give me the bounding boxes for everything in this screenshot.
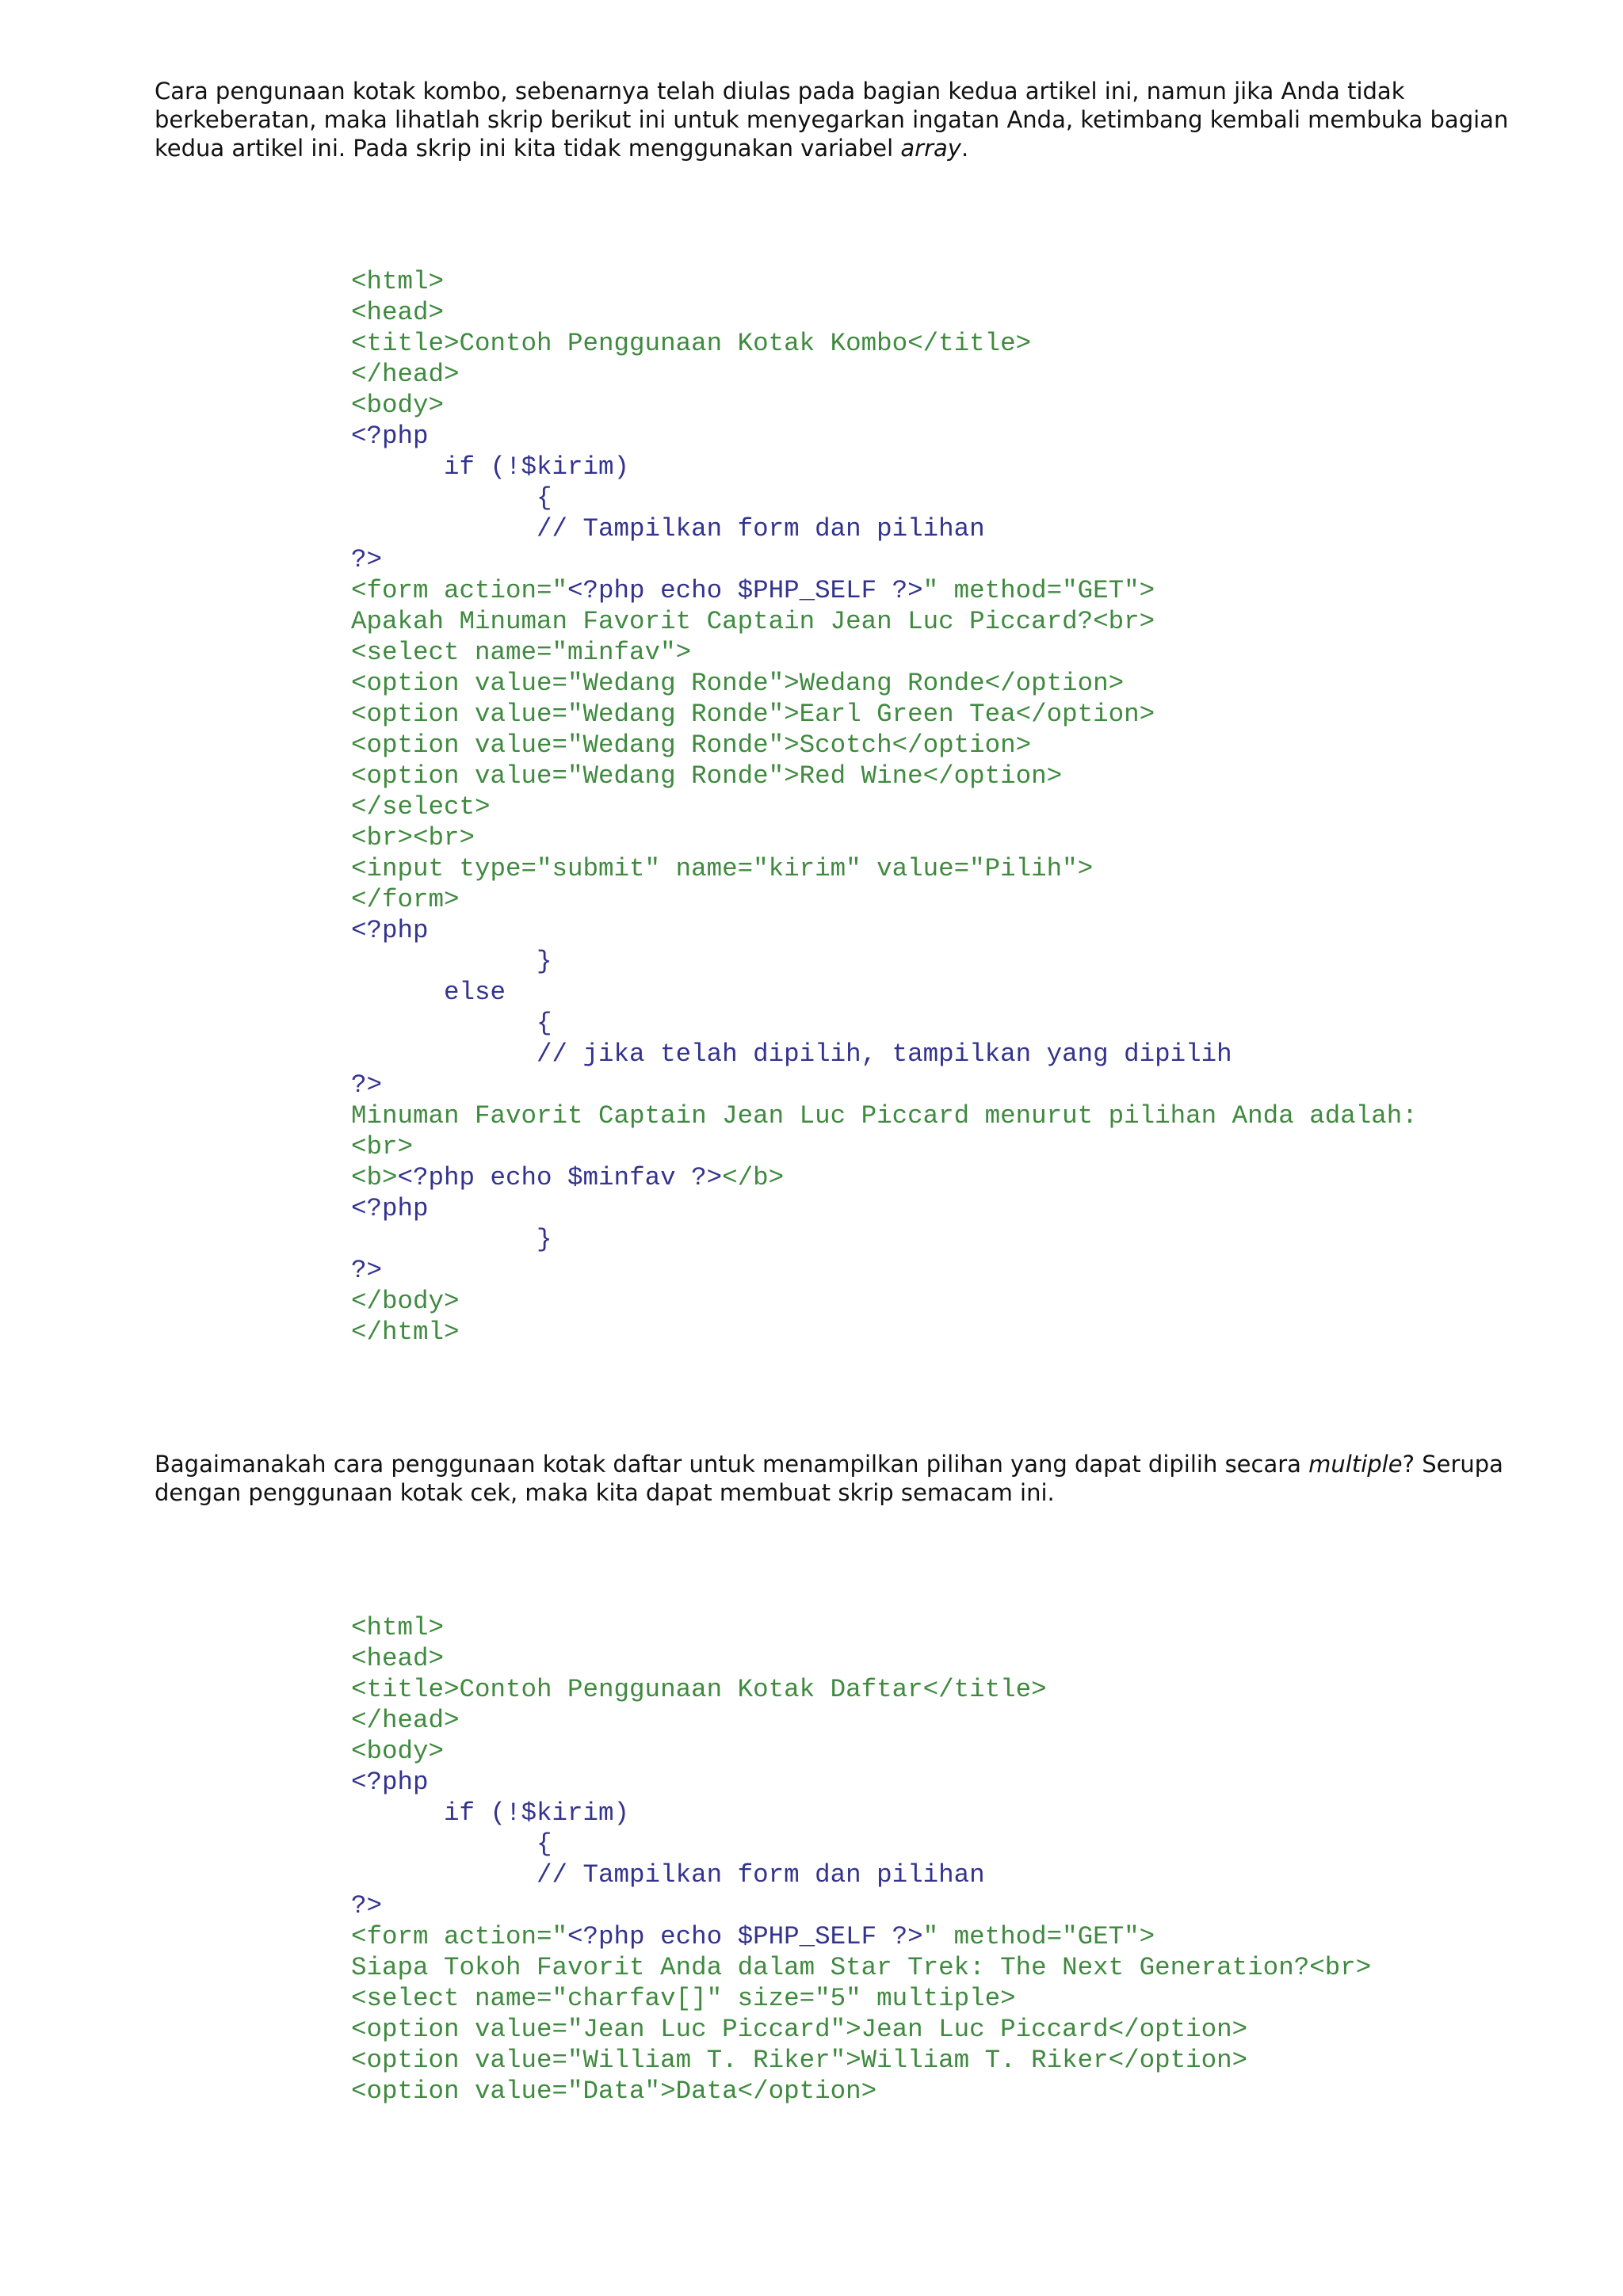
html-code-text: <br><br> [351, 823, 475, 852]
intro-text: Cara pengunaan kotak kombo, sebenarnya telah diulas pada bagian kedua artikel ini, namun jika Anda tidak berkeberatan, maka lihatlah skrip berikut ini untuk menyegarkan ingatan Anda, ketimbang kembali membuka bagian kedua artikel ini. Pada skrip ini kita tidak menggunakan variabel [155, 78, 1509, 162]
code-line [351, 390, 1540, 421]
code-line [351, 359, 1540, 390]
html-code-text: <option value="Wedang Ronde">Earl Green Tea</option> [351, 700, 1155, 729]
html-code-text: Siapa Tokoh Favorit Anda dalam Star Trek: The Next Generation?<br> [351, 1953, 1372, 1982]
code-line [351, 606, 1540, 637]
php-code-text: ?> [351, 1070, 383, 1100]
php-code-text: // Tampilkan form dan pilihan [351, 1860, 985, 1890]
html-code-text: </form> [351, 885, 460, 914]
html-code-text: </b> [722, 1163, 785, 1192]
php-code-text: ?> [351, 1891, 383, 1920]
html-code-text: <option value="Wedang Ronde">Scotch</option> [351, 730, 1032, 760]
code-line [351, 761, 1540, 791]
html-code-text: <input type="submit" name="kirim" value="Pilih"> [351, 854, 1094, 883]
code-line [351, 1070, 1540, 1100]
code-line [351, 1674, 1540, 1705]
code-line [351, 328, 1540, 359]
code-line [351, 1890, 1540, 1921]
php-code-text: if (!$kirim) [351, 452, 630, 482]
code-line [351, 946, 1540, 977]
php-code-text: else [351, 978, 506, 1007]
php-code-text: <?php echo $PHP_SELF ?> [567, 576, 923, 605]
html-code-text: </head> [351, 1706, 460, 1735]
html-code-text: <head> [351, 298, 445, 327]
code-line [351, 1612, 1540, 1643]
php-code-text: ?> [351, 545, 383, 574]
second-paragraph [155, 1450, 1549, 1507]
html-code-text: </select> [351, 792, 491, 822]
intro-emphasis: array [900, 135, 961, 162]
html-code-text: Apakah Minuman Favorit Captain Jean Luc Piccard?<br> [351, 607, 1155, 636]
php-code-text: <?php [351, 421, 429, 451]
html-code-text: <html> [351, 267, 445, 296]
html-code-text: <b> [351, 1163, 398, 1192]
code-line [351, 452, 1540, 482]
code-line [351, 297, 1540, 328]
code-line [351, 1224, 1540, 1255]
php-code-text: if (!$kirim) [351, 1798, 630, 1828]
html-code-text: <title>Contoh Penggunaan Kotak Daftar</title> [351, 1675, 1047, 1704]
intro-text-end: . [960, 135, 969, 162]
php-code-text: { [351, 1009, 552, 1038]
code-line [351, 1767, 1540, 1798]
code-line [351, 1952, 1540, 1983]
html-code-text: Minuman Favorit Captain Jean Luc Piccard menurut pilihan Anda adalah: [351, 1101, 1418, 1131]
code-line [351, 1008, 1540, 1039]
php-code-text: } [351, 947, 552, 976]
code-line [351, 544, 1540, 575]
html-code-text: <head> [351, 1644, 445, 1673]
code-line [351, 1193, 1540, 1224]
php-code-text: // Tampilkan form dan pilihan [351, 514, 985, 543]
html-code-text: <option value="William T. Riker">William T. Riker</option> [351, 2046, 1248, 2075]
code-line [351, 668, 1540, 699]
php-code-text: <?php [351, 1768, 429, 1797]
php-code-text: <?php echo $minfav ?> [397, 1163, 723, 1192]
html-code-text: </body> [351, 1287, 460, 1316]
php-code-text: ?> [351, 1256, 383, 1285]
html-code-text: <br> [351, 1132, 414, 1161]
code-line [351, 853, 1540, 884]
code-line [351, 699, 1540, 730]
code-line [351, 637, 1540, 668]
code-line [351, 1983, 1540, 2014]
code-line [351, 1736, 1540, 1767]
code-line [351, 1100, 1540, 1131]
php-code-text: } [351, 1225, 552, 1254]
code-line [351, 1039, 1540, 1070]
intro-paragraph [155, 77, 1549, 162]
code-line [351, 1286, 1540, 1317]
html-code-text: <option value="Jean Luc Piccard">Jean Luc Piccard</option> [351, 2015, 1248, 2044]
html-code-text: " method="GET"> [922, 576, 1155, 605]
second-text-end: ? Serupa dengan penggunaan kotak cek, maka kita dapat membuat skrip semacam ini. [155, 1451, 1503, 1506]
second-emphasis: multiple [1308, 1451, 1403, 1478]
html-code-text: <option value="Wedang Ronde">Red Wine</option> [351, 761, 1063, 791]
code-line [351, 730, 1540, 761]
code-line [351, 1859, 1540, 1890]
html-code-text: " method="GET"> [922, 1922, 1155, 1951]
code-line [351, 1921, 1540, 1952]
html-code-text: </html> [351, 1318, 460, 1347]
code-line [351, 1798, 1540, 1829]
code-line [351, 482, 1540, 513]
code-line [351, 266, 1540, 297]
code-line [351, 1705, 1540, 1736]
code-listing-combo [351, 266, 1540, 1348]
code-line [351, 884, 1540, 915]
code-line [351, 1643, 1540, 1674]
code-line [351, 977, 1540, 1008]
php-code-text: <?php echo $PHP_SELF ?> [567, 1922, 923, 1951]
html-code-text: <form action=" [351, 1922, 568, 1951]
html-code-text: <select name="charfav[]" size="5" multiple> [351, 1984, 1016, 2013]
php-code-text: <?php [351, 1194, 429, 1223]
code-line [351, 791, 1540, 822]
code-line [351, 822, 1540, 853]
php-code-text: { [351, 483, 552, 513]
html-code-text: <form action=" [351, 576, 568, 605]
code-line [351, 1131, 1540, 1162]
code-line [351, 2076, 1540, 2107]
code-line [351, 513, 1540, 544]
code-line [351, 421, 1540, 452]
php-code-text: <?php [351, 916, 429, 945]
code-line [351, 1829, 1540, 1859]
code-line [351, 915, 1540, 946]
html-code-text: <body> [351, 1737, 445, 1766]
code-line [351, 2045, 1540, 2076]
code-listing-list [351, 1612, 1540, 2107]
code-line [351, 575, 1540, 606]
html-code-text: <option value="Wedang Ronde">Wedang Ronde</option> [351, 669, 1125, 698]
html-code-text: <option value="Data">Data</option> [351, 2077, 877, 2106]
code-line [351, 1162, 1540, 1193]
html-code-text: <html> [351, 1613, 445, 1642]
code-line [351, 1317, 1540, 1348]
html-code-text: <select name="minfav"> [351, 638, 692, 667]
php-code-text: // jika telah dipilih, tampilkan yang dipilih [351, 1039, 1232, 1069]
php-code-text: { [351, 1829, 552, 1859]
code-line [351, 2014, 1540, 2045]
html-code-text: </head> [351, 360, 460, 389]
html-code-text: <body> [351, 391, 445, 420]
code-line [351, 1255, 1540, 1286]
html-code-text: <title>Contoh Penggunaan Kotak Kombo</title> [351, 329, 1032, 358]
second-text: Bagaimanakah cara penggunaan kotak daftar untuk menampilkan pilihan yang dapat dipilih secara [155, 1451, 1309, 1478]
